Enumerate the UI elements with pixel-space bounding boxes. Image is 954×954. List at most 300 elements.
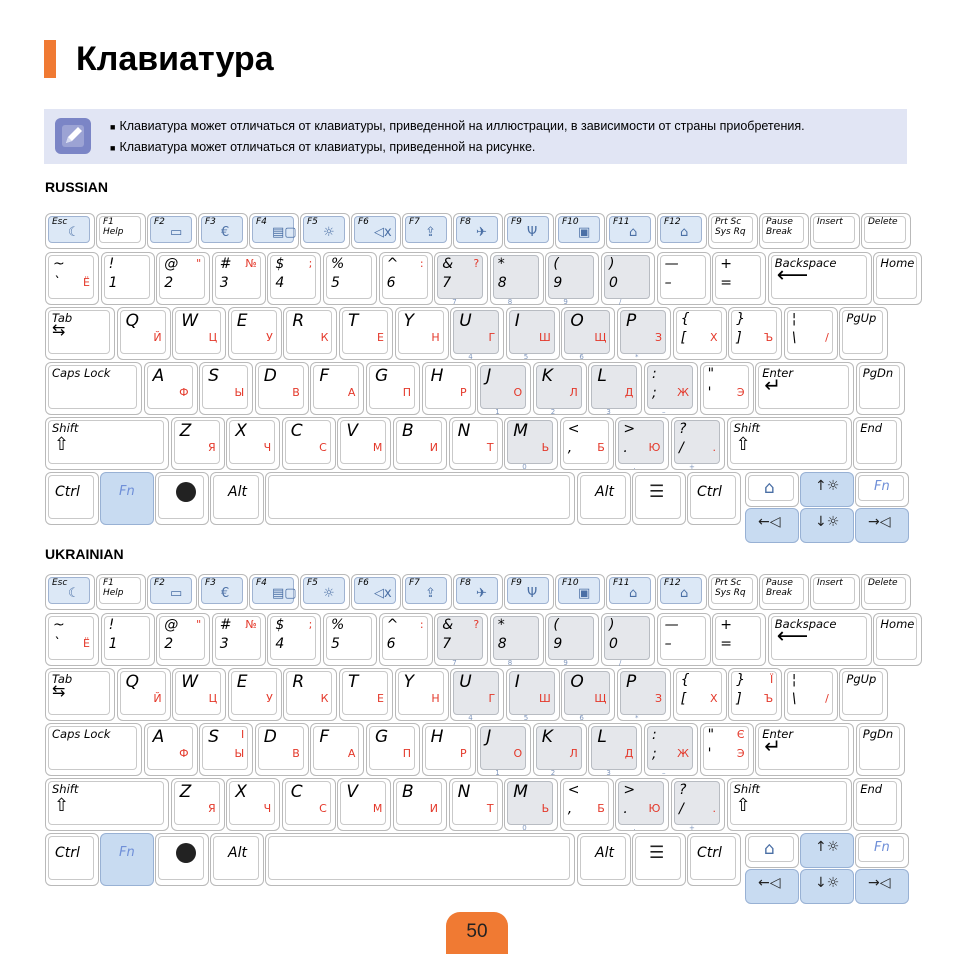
key-f9[interactable] [504,213,554,249]
key-sym[interactable] [673,307,727,360]
key-windows[interactable] [155,833,209,886]
key-space[interactable] [265,472,575,525]
key-label: Fn [119,845,135,860]
key-arrow-down[interactable] [800,508,854,543]
key-label: F11 [613,217,630,227]
key-num-2[interactable] [156,613,210,666]
note-box [44,109,907,164]
key-sym[interactable] [644,723,698,776]
key-upper: * [497,617,505,633]
key-latin: D [263,727,277,747]
key-l[interactable] [588,723,642,776]
key-num-0[interactable] [601,252,655,305]
key-latin: F [319,366,330,386]
key-f10[interactable] [555,213,605,249]
key-insert[interactable] [810,213,860,249]
key-f8[interactable] [453,574,503,610]
key-q[interactable] [117,668,171,721]
key-fn-icon: Ψ [527,586,538,601]
key-t[interactable] [339,307,393,360]
key-g[interactable] [366,723,420,776]
key-sym[interactable] [615,417,669,470]
key-cyrillic: Н [431,692,440,705]
key-label: PgDn [862,727,894,741]
key-label: F9 [511,217,522,227]
key-upper: @ [164,617,179,633]
key-num-6[interactable] [379,252,433,305]
key-backspace[interactable] [768,252,872,305]
key-space[interactable] [265,833,575,886]
key-latin: B [402,782,414,802]
key-end-12[interactable] [853,778,902,831]
key-latin: S [208,727,219,747]
key-h[interactable] [422,362,476,415]
key-v[interactable] [337,778,391,831]
key-cyrillic: Б [597,802,605,815]
key-home-fn[interactable] [745,833,799,868]
key-numpad-sub: 4 [468,353,473,361]
tab-arrows-icon: ⇆ [52,320,66,339]
key-latin: T [348,311,359,331]
key-arrow-up[interactable] [800,833,854,868]
key-s[interactable] [199,723,253,776]
key-f5[interactable] [300,213,350,249]
key-numpad-sub: 6 [579,353,584,361]
key-upper: } [736,672,746,688]
key-tab[interactable] [45,668,115,721]
key-end-12[interactable] [853,417,902,470]
key-latin: L [597,366,607,386]
key-fn[interactable] [100,833,154,886]
key-num-4[interactable] [267,252,321,305]
key-n[interactable] [449,778,503,831]
key-label-2: Break [766,227,793,237]
key-f6[interactable] [351,213,401,249]
key-label: Prt Sc [715,217,742,227]
key-num-sym[interactable] [45,252,99,305]
key-lower: 6 [386,636,396,652]
key-fn-icon: ▭ [170,586,183,601]
key-j[interactable] [477,362,531,415]
key-label-2: Sys Rq [715,227,746,237]
key-num-0[interactable] [601,613,655,666]
key-enter[interactable] [755,362,854,415]
key-z[interactable] [171,417,225,470]
key-latin: U [459,672,472,692]
key-numpad-sub: 6 [579,714,584,722]
key-fn-icon: ▤▢ [272,586,297,601]
key-latin: T [348,672,359,692]
key-lower: / [679,440,684,456]
key-upper: % [331,256,345,272]
key-cyrillic: Ж [677,747,689,760]
key-lower: . [623,801,628,817]
key-sym[interactable] [671,778,725,831]
key-upper: " [707,727,715,743]
key-esc[interactable] [45,574,95,610]
key-f5[interactable] [300,574,350,610]
key-numpad-sub: 0 [522,463,527,471]
key-sym[interactable] [784,307,838,360]
key-cyrillic-upper: Ї [769,673,774,686]
key-upper: ) [609,256,615,272]
key-upper: ! [108,256,115,272]
key-sym[interactable] [615,778,669,831]
key-sym[interactable] [700,723,754,776]
key-f4[interactable] [249,574,299,610]
arrow-left-icon: ←◁ [758,875,781,891]
key-fn-icon: € [221,225,230,240]
key-cyrillic: Л [569,747,578,760]
key-lower: ; [652,385,657,401]
key-f[interactable] [310,362,364,415]
key-f4[interactable] [249,213,299,249]
key-sym[interactable] [728,668,782,721]
key-k[interactable] [533,723,587,776]
key-sym[interactable] [673,668,727,721]
key-fn-right[interactable] [855,833,909,868]
key-f7[interactable] [402,213,452,249]
key-upper: @ [164,256,179,272]
key-f2[interactable] [147,213,197,249]
key-num-8[interactable] [490,613,544,666]
key-i[interactable] [506,307,560,360]
windows-icon [176,482,196,502]
key-upper: > [623,421,636,437]
key-cyrillic: И [429,441,438,454]
key-num-sym[interactable] [657,252,711,305]
key-label-2: Sys Rq [715,588,746,598]
key-p[interactable] [617,307,671,360]
key-label: Backspace [774,617,837,631]
key-cyrillic-upper: ? [473,257,480,270]
key-insert[interactable] [810,574,860,610]
key-num-1[interactable] [101,252,155,305]
key-num-7[interactable] [434,613,488,666]
key-lower: ; [652,746,657,762]
key-k[interactable] [533,362,587,415]
key-d[interactable] [255,723,309,776]
key-lower: 0 [609,636,618,652]
key-q[interactable] [117,307,171,360]
key-prt-sc[interactable] [708,574,758,610]
key-label: Tab [52,672,73,686]
key-a[interactable] [144,723,198,776]
key-latin: W [181,311,198,331]
key-y[interactable] [395,307,449,360]
key-f11[interactable] [606,213,656,249]
key-upper: ? [679,421,687,437]
key-latin: X [235,782,247,802]
key-caps-lock[interactable] [45,362,142,415]
key-latin: H [430,727,444,747]
key-n[interactable] [449,417,503,470]
key-cyrillic: М [372,441,383,454]
key-label: Esc [52,217,68,227]
key-v[interactable] [337,417,391,470]
key-menu[interactable] [632,472,686,525]
key-lower: 9 [553,636,563,652]
key-latin: E [236,672,248,692]
key-numpad-sub: – [662,769,666,777]
key-p[interactable] [617,668,671,721]
key-h[interactable] [422,723,476,776]
key-esc[interactable] [45,213,95,249]
key-windows[interactable] [155,472,209,525]
key-cyrillic: Е [377,331,384,344]
key-y[interactable] [395,668,449,721]
key-upper: ¦ [791,672,797,688]
key-pgup[interactable] [839,307,888,360]
key-enter[interactable] [755,723,854,776]
key-label: F12 [664,217,681,227]
key-num-sym[interactable] [657,613,711,666]
key-sym[interactable] [728,307,782,360]
key-lower: , [567,801,573,817]
key-arrow-right[interactable] [855,869,909,904]
key-ctrl-left[interactable] [45,472,99,525]
key-num-9[interactable] [545,252,599,305]
key-label: End [860,421,883,435]
key-label: Ctrl [697,484,722,500]
key-latin: J [486,727,492,747]
key-shift-11[interactable] [727,778,852,831]
key-o[interactable] [561,668,615,721]
enter-arrow-icon: ↵ [764,734,781,758]
key-alt-left[interactable] [210,472,264,525]
key-num-5[interactable] [323,252,377,305]
key-m[interactable] [504,417,558,470]
key-latin: G [375,366,389,386]
key-lower: , [567,440,573,456]
key-lower: 9 [553,275,563,291]
key-lower: 8 [497,275,507,291]
key-num-4[interactable] [267,613,321,666]
key-label: F5 [307,217,318,227]
keyboard-russian [44,212,915,545]
key-latin: D [263,366,277,386]
note-line-1: ■ Клавиатура может отличаться от клавиатуры, приведенной на иллюстрации, в зависимости от страны приобретения. [110,119,805,133]
key-e[interactable] [228,307,282,360]
key-x[interactable] [226,417,280,470]
key-lower: 0 [609,275,618,291]
key-u[interactable] [450,307,504,360]
key-prt-sc[interactable] [708,213,758,249]
key-cyrillic: Э [736,747,745,760]
key-fn-icon: ⇪ [425,586,436,601]
key-f[interactable] [310,723,364,776]
key-num-1[interactable] [101,613,155,666]
key-cyrillic: Д [624,747,634,760]
key-ctrl-right[interactable] [687,472,741,525]
key-arrow-left[interactable] [745,508,799,543]
key-cyrillic: С [319,802,327,815]
key-fn-icon: ✈ [476,225,487,240]
key-fn-icon: ⌂ [629,586,638,601]
key-label-2: Help [103,588,124,598]
key-num-2[interactable] [156,252,210,305]
key-upper: } [736,311,746,327]
key-label: F5 [307,578,318,588]
key-f8[interactable] [453,213,503,249]
key-ctrl-right[interactable] [687,833,741,886]
key-upper: & [442,256,454,272]
key-sym[interactable] [560,417,614,470]
key-pgup[interactable] [839,668,888,721]
title-accent-bar [44,40,56,78]
key-label: End [860,782,883,796]
key-pause[interactable] [759,574,809,610]
key-shift-0[interactable] [45,778,169,831]
key-sym[interactable] [700,362,754,415]
key-label: F3 [205,578,216,588]
key-fn-icon: ⌂ [680,225,689,240]
key-o[interactable] [561,307,615,360]
key-c[interactable] [282,778,336,831]
key-latin: W [181,672,198,692]
key-num-5[interactable] [323,613,377,666]
key-t[interactable] [339,668,393,721]
key-num-3[interactable] [212,613,266,666]
key-z[interactable] [171,778,225,831]
key-b[interactable] [393,778,447,831]
key-pgdn[interactable] [856,723,905,776]
key-b[interactable] [393,417,447,470]
key-lower: 8 [497,636,507,652]
key-home[interactable] [873,613,922,666]
key-latin: B [402,421,414,441]
key-numpad-sub: 2 [550,408,556,416]
key-lower: \ [791,691,797,707]
key-fn[interactable] [100,472,154,525]
key-cyrillic: Ш [539,692,551,705]
key-delete[interactable] [861,213,911,249]
key-lower: 5 [331,275,340,291]
key-f10[interactable] [555,574,605,610]
key-c[interactable] [282,417,336,470]
key-lower: . [623,440,628,456]
key-delete[interactable] [861,574,911,610]
key-f9[interactable] [504,574,554,610]
key-backspace[interactable] [768,613,872,666]
key-upper: ¦ [791,311,797,327]
key-lower: [ [680,691,687,707]
key-f12[interactable] [657,213,707,249]
key-latin: R [292,311,305,331]
key-r[interactable] [283,668,337,721]
key-shift-11[interactable] [727,417,852,470]
key-upper: ~ [53,256,65,272]
key-num-3[interactable] [212,252,266,305]
key-menu[interactable] [632,833,686,886]
key-num-sym[interactable] [712,252,766,305]
key-alt-left[interactable] [210,833,264,886]
key-sym[interactable] [784,668,838,721]
key-d[interactable] [255,362,309,415]
key-sym[interactable] [644,362,698,415]
key-arrow-right[interactable] [855,508,909,543]
key-numpad-sub: + [689,824,695,832]
key-j[interactable] [477,723,531,776]
key-f1[interactable] [96,213,146,249]
key-s[interactable] [199,362,253,415]
key-u[interactable] [450,668,504,721]
key-r[interactable] [283,307,337,360]
key-fn-right[interactable] [855,472,909,507]
menu-icon: ☰ [649,482,665,502]
key-sym[interactable] [671,417,725,470]
key-home[interactable] [873,252,922,305]
key-pgdn[interactable] [856,362,905,415]
key-f11[interactable] [606,574,656,610]
key-a[interactable] [144,362,198,415]
key-f2[interactable] [147,574,197,610]
key-w[interactable] [172,307,226,360]
key-f12[interactable] [657,574,707,610]
key-sym[interactable] [560,778,614,831]
key-tab[interactable] [45,307,115,360]
key-num-sym[interactable] [712,613,766,666]
key-latin: Q [125,311,139,331]
key-arrow-left[interactable] [745,869,799,904]
key-pause[interactable] [759,213,809,249]
key-home-fn[interactable] [745,472,799,507]
key-f3[interactable] [198,213,248,249]
key-cyrillic: З [654,331,662,344]
key-alt-right[interactable] [577,472,631,525]
key-w[interactable] [172,668,226,721]
key-label: Fn [874,840,890,855]
key-latin: A [152,727,165,747]
key-num-8[interactable] [490,252,544,305]
key-latin: G [375,727,389,747]
key-f6[interactable] [351,574,401,610]
key-f1[interactable] [96,574,146,610]
key-upper: ~ [53,617,65,633]
key-arrow-down[interactable] [800,869,854,904]
key-label: F2 [154,217,165,227]
key-cyrillic: П [402,747,411,760]
key-numpad-sub: 8 [507,659,513,667]
key-latin: Z [179,782,192,802]
key-caps-lock[interactable] [45,723,142,776]
key-arrow-up[interactable] [800,472,854,507]
key-num-7[interactable] [434,252,488,305]
key-num-sym[interactable] [45,613,99,666]
key-x[interactable] [226,778,280,831]
key-ctrl-left[interactable] [45,833,99,886]
key-m[interactable] [504,778,558,831]
key-cyrillic: Р [459,747,467,760]
key-f7[interactable] [402,574,452,610]
key-i[interactable] [506,668,560,721]
key-num-6[interactable] [379,613,433,666]
key-upper: { [680,672,690,688]
key-numpad-sub: / [619,298,622,306]
key-cyrillic: Ф [179,747,189,760]
key-upper: ( [553,617,559,633]
key-num-9[interactable] [545,613,599,666]
key-numpad-sub: 2 [550,769,556,777]
key-alt-right[interactable] [577,833,631,886]
key-l[interactable] [588,362,642,415]
key-shift-0[interactable] [45,417,169,470]
key-numpad-sub: 1 [495,408,500,416]
key-f3[interactable] [198,574,248,610]
key-e[interactable] [228,668,282,721]
key-fn-icon: ◁x [374,225,392,240]
key-g[interactable] [366,362,420,415]
